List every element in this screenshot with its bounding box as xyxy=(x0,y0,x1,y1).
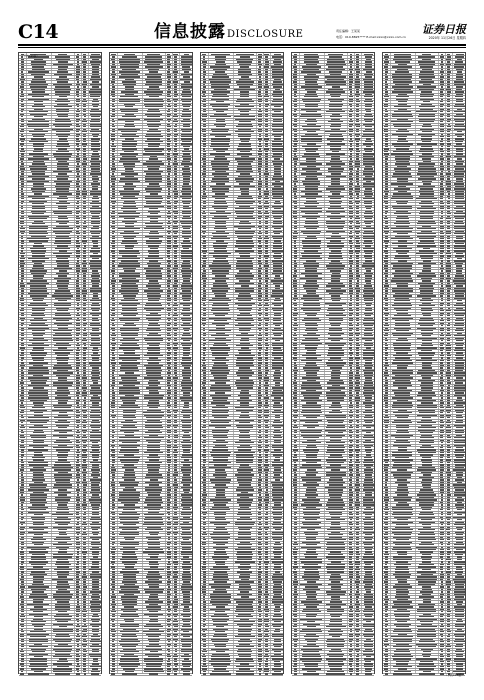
table-cell xyxy=(20,673,24,674)
table-cell xyxy=(84,673,86,674)
date-line: 2020年 11月26日 星期四 xyxy=(428,36,466,40)
page-number: C14 xyxy=(18,21,59,43)
masthead-logo: 证券日报 xyxy=(422,23,466,36)
table-row xyxy=(19,673,101,676)
table-cell xyxy=(167,673,170,674)
contact-line: 电话：010-8825**** E-mail:xxxx@xxxx.com.cn xyxy=(336,35,406,39)
section-title-cn: 信息披露 xyxy=(154,22,226,42)
table-cell xyxy=(174,673,177,674)
table-cell xyxy=(149,673,159,674)
table-cell xyxy=(122,673,137,674)
table-cell xyxy=(91,673,99,674)
table-cell xyxy=(183,673,190,674)
section-title-en: DISCLOSURE xyxy=(227,29,304,40)
table-row xyxy=(110,673,192,676)
table-cell xyxy=(76,673,80,674)
table-cell xyxy=(55,673,70,674)
table-cell xyxy=(111,673,115,674)
section-title xyxy=(154,22,303,45)
table-column xyxy=(18,52,102,674)
header-rule-thick xyxy=(18,44,466,46)
page-header xyxy=(18,22,466,44)
table-column xyxy=(109,52,193,674)
table-column xyxy=(200,52,284,674)
editor-line: 责任编辑：王某某 xyxy=(336,29,361,33)
header-rule-thin xyxy=(18,47,466,48)
table-cell xyxy=(28,673,49,674)
table-columns xyxy=(18,52,466,674)
